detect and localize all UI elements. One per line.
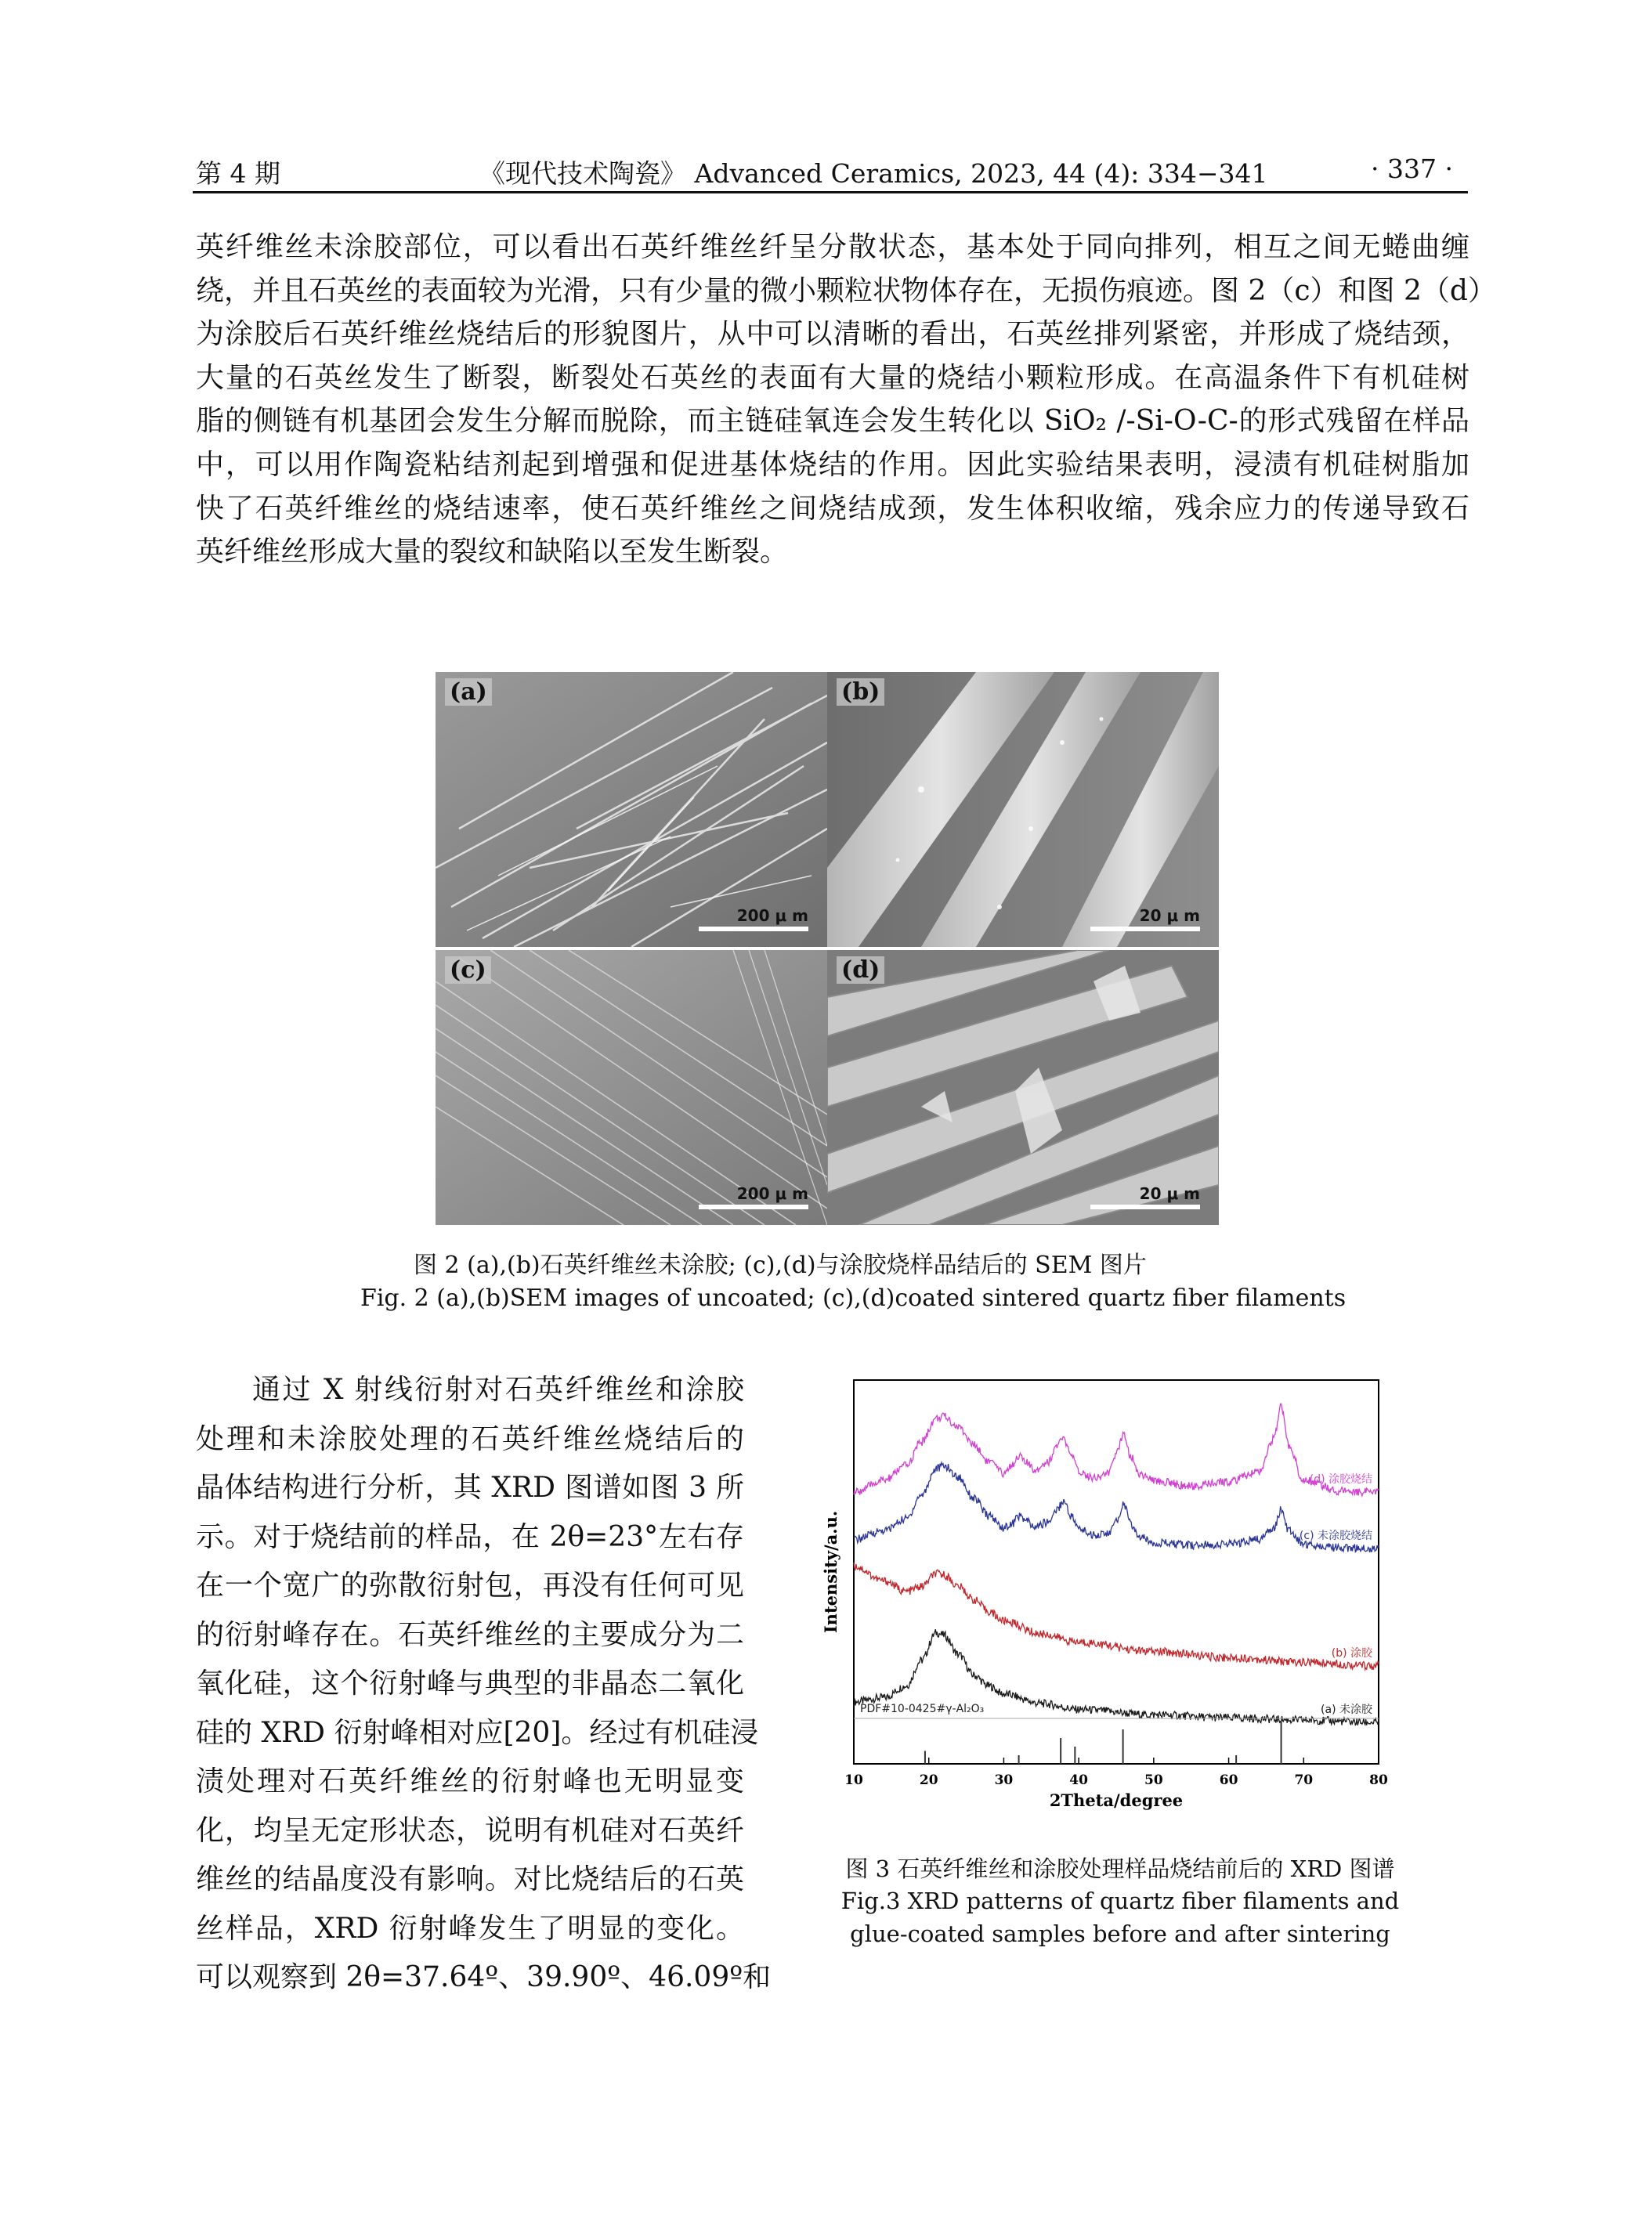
sem-panel-a [436, 672, 827, 947]
scale-bar-label: 200 μ m [736, 1184, 808, 1203]
header-issue: 第 4 期 [196, 158, 280, 189]
panel-label: (d) [837, 956, 884, 984]
left-column-text [196, 1366, 772, 2003]
sem-panel-d [827, 950, 1219, 1225]
reference-label: PDF#10-0425#γ-Al₂O₃ [860, 1703, 985, 1715]
scale-bar-line [699, 927, 808, 931]
header-journal: 《现代技术陶瓷》 Advanced Ceramics, 2023, 44 (4): 334−341 [479, 158, 1268, 189]
header-rule [193, 191, 1468, 193]
scale-bar-line [1090, 927, 1200, 931]
text-line: 硅的 XRD 衍射峰相对应[20]。经过有机硅浸 [196, 1716, 759, 1749]
xrd-chart-svg [815, 1374, 1426, 1836]
x-tick-label: 30 [994, 1772, 1014, 1788]
text-line: 维丝的结晶度没有影响。对比烧结后的石英 [196, 1863, 744, 1895]
scale-bar-label: 20 μ m [1139, 1184, 1200, 1203]
text-line: 在一个宽广的弥散衍射包，再没有任何可见 [196, 1570, 744, 1602]
text-line: 绕，并且石英丝的表面较为光滑，只有少量的微小颗粒状物体存在，无损伤痕迹。图 2（c）和图 2（d） [196, 274, 1496, 307]
scale-bar [1090, 1184, 1200, 1209]
text-line: 中，可以用作陶瓷粘结剂起到增强和促进基体烧结的作用。因此实验结果表明，浸渍有机硅树脂加 [196, 448, 1469, 481]
text-line: 为涂胶后石英纤维丝烧结后的形貌图片，从中可以清晰的看出，石英丝排列紧密，并形成了烧结颈， [196, 318, 1469, 351]
figure2-caption-cn: 图 2 (a),(b)石英纤维丝未涂胶; (c),(d)与涂胶烧样品结后的 SEM 图片 [414, 1252, 1147, 1279]
text-line: 处理和未涂胶处理的石英纤维丝烧结后的 [196, 1422, 744, 1455]
series-line [854, 1404, 1379, 1496]
scale-bar [699, 1184, 808, 1209]
text-line: 晶体结构进行分析，其 XRD 图谱如图 3 所 [196, 1472, 744, 1504]
text-line: 氧化硅，这个衍射峰与典型的非晶态二氧化 [196, 1668, 744, 1700]
scale-bar-line [699, 1205, 808, 1209]
scale-bar-label: 20 μ m [1139, 906, 1200, 925]
sem-figure [436, 672, 1219, 1225]
sem-panel-b [827, 672, 1219, 947]
figure3-caption-en-1: Fig.3 XRD patterns of quartz fiber filaments and [840, 1888, 1400, 1914]
figure3-caption-cn: 图 3 石英纤维丝和涂胶处理样品烧结前后的 XRD 图谱 [845, 1855, 1395, 1882]
scale-bar-line [1090, 1205, 1200, 1209]
scale-bar-label: 200 μ m [736, 906, 808, 925]
x-axis-label: 2Theta/degree [1049, 1790, 1184, 1810]
x-tick-label: 20 [919, 1772, 938, 1788]
x-tick-label: 10 [844, 1772, 863, 1788]
x-tick-label: 50 [1144, 1772, 1163, 1788]
x-tick-label: 70 [1294, 1772, 1314, 1788]
x-tick-label: 60 [1219, 1772, 1238, 1788]
series-label: (b) 涂胶 [1331, 1646, 1372, 1660]
text-line: 丝样品，XRD 衍射峰发生了明显的变化。 [196, 1912, 744, 1945]
series-label: (c) 未涂胶烧结 [1299, 1529, 1372, 1542]
series-label: (a) 未涂胶 [1321, 1704, 1372, 1717]
text-line: 通过 X 射线衍射对石英纤维丝和涂胶 [252, 1374, 744, 1406]
xrd-chart [815, 1374, 1426, 1836]
panel-label: (a) [445, 678, 492, 706]
x-tick-label: 80 [1369, 1772, 1388, 1788]
text-line: 示。对于烧结前的样品，在 2θ=23°左右存 [196, 1520, 744, 1553]
y-axis-label: Intensity/a.u. [821, 1510, 840, 1634]
series-line [854, 1563, 1379, 1670]
body-paragraph [196, 226, 1496, 574]
text-line: 脂的侧链有机基团会发生分解而脱除，而主链硅氧连会发生转化以 SiO₂ /-Si-O-C-的形式残留在样品 [196, 405, 1469, 438]
text-line: 渍处理对石英纤维丝的衍射峰也无明显变 [196, 1765, 744, 1798]
panel-label: (b) [837, 678, 884, 706]
text-line: 化，均呈无定形状态，说明有机硅对石英纤 [196, 1814, 744, 1847]
figure2-caption-en: Fig. 2 (a),(b)SEM images of uncoated; (c),(d)coated sintered quartz fiber filaments [360, 1285, 1347, 1312]
text-line: 可以观察到 2θ=37.64º、39.90º、46.09º和 [196, 1961, 772, 1993]
text-line: 英纤维丝形成大量的裂纹和缺陷以至发生断裂。 [196, 536, 789, 569]
series-label: (d) 涂胶烧结 [1309, 1473, 1372, 1487]
text-line: 英纤维丝未涂胶部位，可以看出石英纤维丝纤呈分散状态，基本处于同向排列，相互之间无蜷曲缠 [196, 231, 1469, 263]
scale-bar [1090, 906, 1200, 931]
header-page-number: · 337 · [1371, 154, 1453, 184]
text-line: 大量的石英丝发生了断裂，断裂处石英丝的表面有大量的烧结小颗粒形成。在高温条件下有机硅树 [196, 361, 1469, 394]
scale-bar [699, 906, 808, 931]
text-line: 的衍射峰存在。石英纤维丝的主要成分为二 [196, 1618, 744, 1651]
sem-panel-c [436, 950, 827, 1225]
x-tick-label: 40 [1069, 1772, 1088, 1788]
text-line: 快了石英纤维丝的烧结速率，使石英纤维丝之间烧结成颈，发生体积收缩，残余应力的传递导致石 [196, 492, 1469, 525]
panel-label: (c) [445, 956, 491, 984]
figure3-caption-en-2: glue-coated samples before and after sintering [850, 1920, 1390, 1947]
